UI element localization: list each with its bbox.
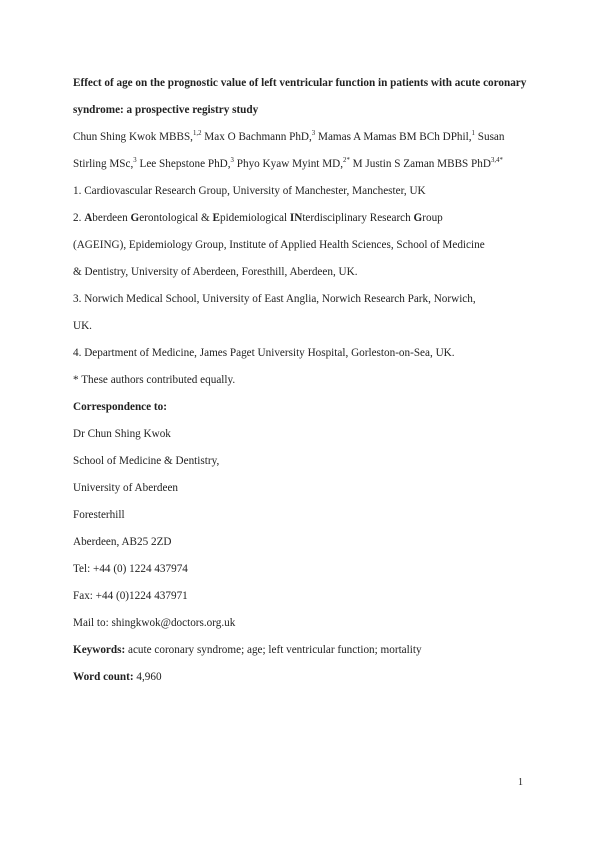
author: Phyo Kyaw Myint MD,$^{2*}$: [236, 157, 350, 170]
correspondence-tel: Tel: +44 (0) 1224 437974: [73, 563, 188, 575]
correspondence-line: University of Aberdeen: [73, 482, 179, 494]
affiliation-2-part: G: [130, 212, 140, 224]
correspondence-heading: Correspondence to:: [73, 401, 167, 413]
correspondence-line: School of Medicine & Dentistry,: [73, 455, 220, 467]
correspondence-line: Foresterhill: [73, 509, 125, 521]
correspondence-email: Mail to: shingkwok@doctors.org.uk: [73, 617, 236, 629]
affiliation-1: 1. Cardiovascular Research Group, University of Manchester, Manchester, UK: [73, 185, 426, 197]
author-list: [73, 124, 533, 178]
keywords: Keywords: acute coronary syndrome; age; left ventricular function; mortality: [73, 644, 422, 656]
affiliation-2-cont: & Dentistry, University of Aberdeen, Foresthill, Aberdeen, UK.: [73, 266, 358, 278]
correspondence-fax: Fax: +44 (0)1224 437971: [73, 590, 188, 602]
author: Chun Shing Kwok MBBS,$^{1,2}$: [73, 130, 202, 143]
affiliation-2-part: erontological &: [139, 212, 213, 224]
affiliation-2-cont: (AGEING), Epidemiology Group, Institute of Applied Health Sciences, School of Medicine: [73, 239, 485, 251]
author: Susan Stirling MSc,$^3$: [73, 131, 505, 170]
affiliation-2-part: E: [212, 212, 220, 224]
author: Mamas A Mamas BM BCh DPhil,$^1$: [318, 130, 475, 143]
affiliation-2-part: A: [84, 212, 93, 224]
affiliation-2-name: [84, 212, 443, 224]
author: M Justin S Zaman MBBS PhD$^{3,4*}$: [352, 157, 503, 170]
title-page: [73, 70, 533, 691]
paper-title: Effect of age on the prognostic value of left ventricular function in patients with acute coronary syndrome: a prospective registry study: [73, 77, 527, 116]
correspondence-line: Dr Chun Shing Kwok: [73, 428, 171, 440]
author: Max O Bachmann PhD,$^3$: [204, 130, 316, 143]
affiliation-3-cont: UK.: [73, 320, 92, 332]
affiliation-4: 4. Department of Medicine, James Paget University Hospital, Gorleston-on-Sea, UK.: [73, 347, 455, 359]
correspondence-line: Aberdeen, AB25 2ZD: [73, 536, 172, 548]
affiliation-2-part: G: [413, 212, 423, 224]
affiliation-2-part: berdeen: [92, 212, 131, 224]
equal-contribution-note: * These authors contributed equally.: [73, 374, 236, 386]
affiliation-2: 2. Aberdeen Gerontological & Epidemiological INterdisciplinary Research Group: [73, 212, 443, 224]
word-count: Word count: 4,960: [73, 671, 162, 683]
affiliation-2-part: IN: [289, 212, 303, 224]
affiliation-2-part: roup: [422, 212, 443, 224]
affiliation-2-part: terdisciplinary Research: [302, 212, 414, 224]
affiliation-2-part: pidemiological: [219, 212, 290, 224]
author: Lee Shepstone PhD,$^3$: [139, 157, 234, 170]
affiliation-3: 3. Norwich Medical School, University of East Anglia, Norwich Research Park, Norwich,: [73, 293, 476, 305]
page-number: 1: [518, 777, 523, 788]
